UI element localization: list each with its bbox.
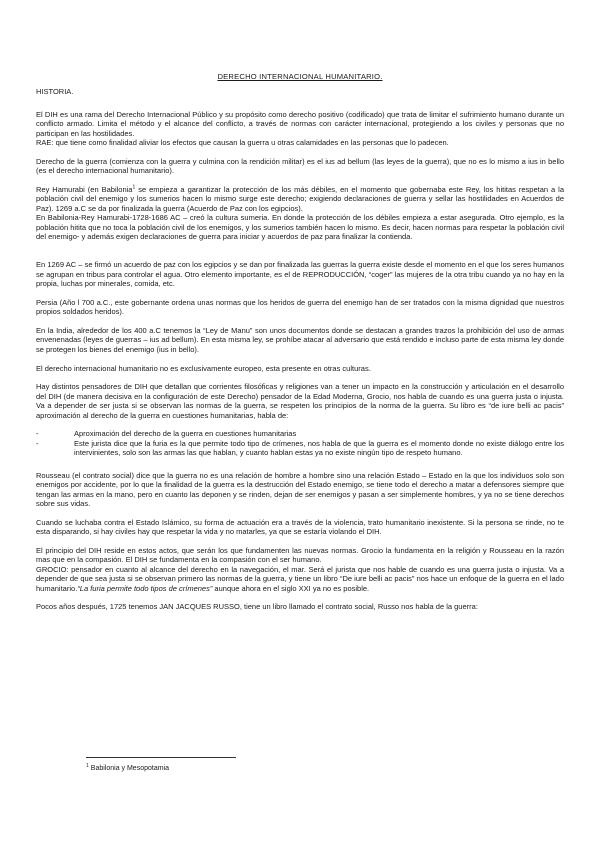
- bullet-text: Aproximación del derecho de la guerra en cuestiones humanitarias: [74, 429, 297, 439]
- paragraph-rae-definition: RAE: que tiene como finalidad aliviar los efectos que causan la guerra u otras calamidades en las personas que lo padecen.: [36, 138, 449, 148]
- paragraph-estado-islamico: Cuando se luchaba contra el Estado Islámico, su forma de actuación era a través de la violencia, trato humanitario inexistente. Si la persona se rinde, no te esta disparando, si hay civiles hay que respetar la vida y no matarles, ya que se estaría violando el DIH.: [36, 517, 564, 537]
- paragraph-persia: Persia (Año l 700 a.C., este gobernante ordena unas normas que los heridos de guerra del enemigo han de ser tratados con la misma dignidad que nuestros propios soldados heridos).: [36, 297, 564, 317]
- spacer: [36, 251, 564, 260]
- bullet-item: [36, 429, 564, 438]
- paragraph-pensadores: Hay distintos pensadores de DIH que detallan que corrientes filosóficas y religiones van a tener un impacto en la construcción y articulación en el desarrollo del DIH (de manera decisiva en la configuración de este Derecho) pensador de la Edad Moderna, Grocio, nos habla de cuando es una guerra justa o injusta. Va a depender de ser justa si se observan las normas de la guerra, se respeten los principios de la norma de la guerra. Su libro es “de iure belli ac pacis” aproximación al derecho de la guerra en cuestiones humanitarias, habla de:: [36, 382, 564, 420]
- hamurabi-text-end: se empieza a garantizar la protección de los más débiles, en el momento que gobernaba este Rey, los hititas respetan a la población civil del enemigo y los sumerios hacen lo mismo surge este derecho; exigiendo declaraciones de guerra y sellar las hostilidades en Acuerdos de Paz). 1269 a.C se da por finalizada la guerra (Acuerdo de Paz con los egipcios).: [36, 185, 564, 213]
- grocio-quote: “La furia permite todo tipos de crímenes”: [77, 583, 213, 593]
- footnote-number: 1: [86, 762, 89, 769]
- paragraph-derecho-guerra: Derecho de la guerra (comienza con la guerra y culmina con la rendición militar) es el ius ad bellum (las leyes de la guerra), que no es lo mismo a ius in bello (es el derecho internacional humanitario).: [36, 156, 564, 176]
- footnote-separator: [86, 757, 236, 758]
- document-body: [36, 72, 564, 621]
- bullet-dash: -: [36, 429, 39, 439]
- bullet-text: Este jurista dice que la furia es la que permite todo tipo de crímenes, nos habla de que la guerra es el momento donde no existe diálogo entre los intervinientes, solo son las armas las que hablan, y cuanto hablan estas ya no existe ningún tipo de respeto humano.: [74, 438, 564, 458]
- paragraph-babilonia: En Babilonia-Rey Hamurabi-1728-1686 AC – creó la cultura sumeria. En donde la protección de los débiles empieza a estar asegurada. Otro ejemplo, es la población hitita que no toca la población civil de los enemigos, y los sumerios también hacen lo mismo. Es decir, hacen normas para respetar la población civil del enemigo- y además exigen declaraciones de guerra para iniciar y acuerdos de paz para finalizar la contienda.: [36, 213, 564, 242]
- paragraph-principio-dih: El principio del DIH reside en estos actos, que serán los que fundamenten las nuevas normas. Grocio la fundamenta en la religión y Rousseau en la razón mas que en la compasión. El DIH se fundamenta en la compasión con el ser humano.: [36, 545, 564, 565]
- paragraph-india: En la India, alrededor de los 400 a.C tenemos la “Ley de Manu” son unos documentos donde se destacan a grandes trazos la prohibición del uso de armas envenenadas (leyes de guerras – ius ad bellum). En esta misma ley, se prohíbe atacar al adversario que está rendido e incluso parte de esta misma ley donde se protegen los bienes del enemigo (ius in bello).: [36, 326, 564, 354]
- document-title: DERECHO INTERNACIONAL HUMANITARIO.: [217, 72, 383, 81]
- hamurabi-text-start: Rey Hamurabi (en Babilonia: [36, 185, 133, 195]
- paragraph-dih-definition: El DIH es una rama del Derecho Internacional Público y su propósito como derecho positivo (codificado) que trata de limitar el sufrimiento humano durante un conflicto armado. Limita el método y el alcance del conflicto, a través de normas con carácter internacional, protegiendo a los civiles y personas que no participan en las hostilidades.: [36, 109, 564, 138]
- grocio-text-end: aunque ahora en el siglo XXI ya no es posible.: [212, 583, 370, 593]
- bullet-dash: -: [36, 438, 39, 448]
- paragraph-hamurabi: [36, 185, 564, 213]
- bullet-item: [36, 439, 564, 458]
- section-heading: HISTORIA.: [36, 87, 74, 97]
- paragraph-otras-culturas: El derecho internacional humanitario no es exclusivamente europeo, esta presente en otras culturas.: [36, 363, 371, 373]
- footnote: [86, 762, 169, 772]
- paragraph-grocio: [36, 565, 564, 593]
- footnote-ref: 1: [132, 184, 136, 191]
- grocio-text: GROCIO: pensador en cuanto al alcance del derecho en la navegación, el mar. Será el jurista que nos hable de cuando es una guerra justa o injusta. Va a depender de que sea justa si se observan primero las normas de la guerra, y tiene un libro “De iure belli ac pacis” nos hace un enfoque de la guerra en el lado humanitario.: [36, 564, 564, 593]
- paragraph-1269-ac: En 1269 AC – se firmó un acuerdo de paz con los egipcios y se dan por finalizada las guerras la guerra existe desde el momento en el que los seres humanos se agrupan en tribus para controlar el agua. Otro elemento importante, es el de REPRODUCCIÓN, “coger” las mujeres de la otra tribu cuando ya no hay en la propia, luchas por minerales, comida, etc.: [36, 260, 564, 289]
- footnote-text: Babilonia y Mesopotamia: [90, 765, 169, 772]
- paragraph-russo: Pocos años después, 1725 tenemos JAN JACQUES RUSSO, tiene un libro llamado el contrato social, Russo nos habla de la guerra:: [36, 602, 478, 612]
- paragraph-rousseau: Rousseau (el contrato social) dice que la guerra no es una relación de hombre a hombre sino una relación Estado – Estado en la que los individuos solo son enemigos por accidente, por lo que la finalidad de la guerra es la destrucción del Estado enemigo, se tiene todo el derecho a matar a defensores siempre que tengan las armas en la mano, pero en cuanto las deponen y se rinden, dejan de ser enemigos y pasan a ser simplemente hombres, y ya no se tiene derechos sobre sus vidas.: [36, 470, 564, 508]
